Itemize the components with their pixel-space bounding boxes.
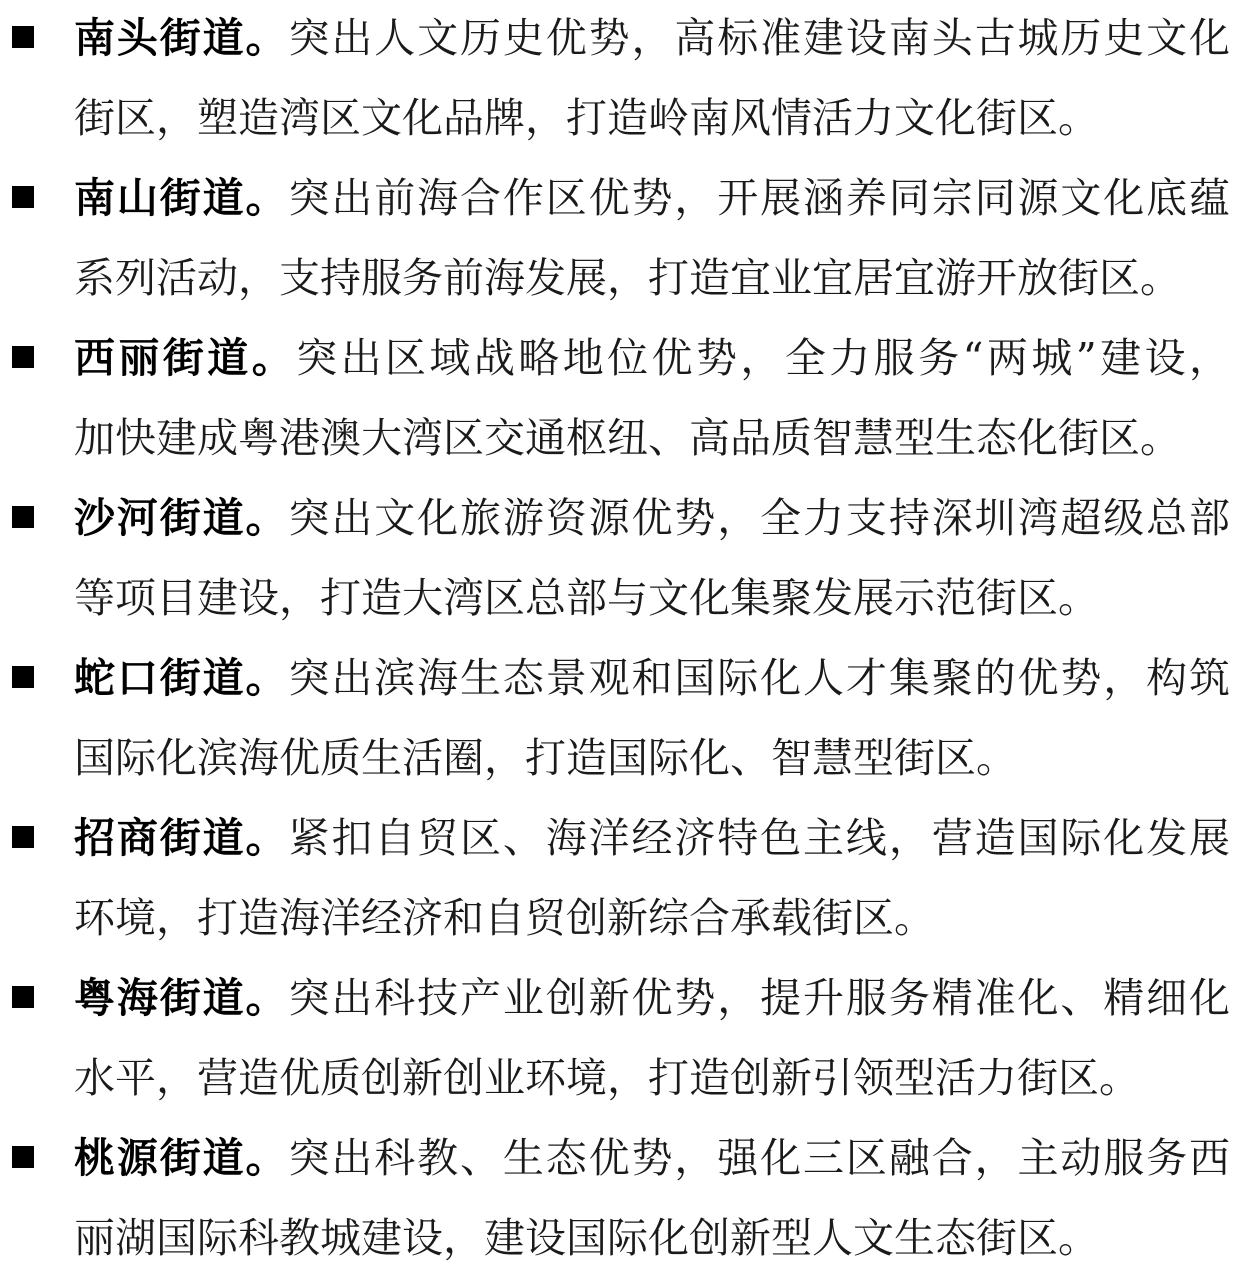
list-item (0, 800, 1242, 960)
list-item-text: 突出文化旅游资源优势，全力支持深圳湾超级总部 (288, 494, 1230, 542)
list-item-text: 紧扣自贸区、海洋经济特色主线，营造国际化发展 (288, 814, 1230, 862)
list-item-text: 突出滨海生态景观和国际化人才集聚的优势，构筑 (288, 654, 1230, 702)
street-name: 西丽街道。 (74, 334, 297, 382)
square-bullet-icon (12, 1146, 34, 1168)
street-name: 沙河街道。 (74, 494, 289, 542)
street-name: 招商街道。 (74, 814, 289, 862)
street-name: 南山街道。 (74, 174, 289, 222)
list-item-first-line (74, 0, 1230, 78)
list-item (0, 1120, 1242, 1280)
street-name: 蛇口街道。 (74, 654, 289, 702)
list-item-text: 突出人文历史优势，高标准建设南头古城历史文化 (288, 14, 1230, 62)
list-item (0, 160, 1242, 320)
list-item-text: 突出区域战略地位优势，全力服务“两城”建设， (296, 334, 1230, 382)
list-item (0, 960, 1242, 1120)
square-bullet-icon (12, 986, 34, 1008)
list-item (0, 0, 1242, 160)
list-item-second-line: 国际化滨海优质生活圈，打造国际化、智慧型街区。 (74, 734, 1017, 782)
list-item-second-line: 丽湖国际科教城建设，建设国际化创新型人文生态街区。 (74, 1214, 1099, 1262)
list-item-second-line: 环境，打造海洋经济和自贸创新综合承载街区。 (74, 894, 935, 942)
list-item-second-line: 等项目建设，打造大湾区总部与文化集聚发展示范街区。 (74, 574, 1099, 622)
street-name: 粤海街道。 (74, 974, 289, 1022)
list-item-first-line (74, 318, 1230, 398)
street-name: 桃源街道。 (74, 1134, 289, 1182)
list-item (0, 320, 1242, 480)
list-item (0, 640, 1242, 800)
list-item-second-line: 水平，营造优质创新创业环境，打造创新引领型活力街区。 (74, 1054, 1140, 1102)
list-item-first-line (74, 798, 1230, 878)
list-item-text: 突出前海合作区优势，开展涵养同宗同源文化底蕴 (288, 174, 1230, 222)
street-name: 南头街道。 (74, 14, 289, 62)
square-bullet-icon (12, 506, 34, 528)
list-item-text: 突出科教、生态优势，强化三区融合，主动服务西 (288, 1134, 1230, 1182)
list-item-first-line (74, 638, 1230, 718)
square-bullet-icon (12, 666, 34, 688)
list-item-second-line: 街区，塑造湾区文化品牌，打造岭南风情活力文化街区。 (74, 94, 1099, 142)
list-item (0, 480, 1242, 640)
list-item-second-line: 系列活动，支持服务前海发展，打造宜业宜居宜游开放街区。 (74, 254, 1181, 302)
list-item-first-line (74, 1118, 1230, 1198)
list-item-text: 突出科技产业创新优势，提升服务精准化、精细化 (288, 974, 1230, 1022)
square-bullet-icon (12, 826, 34, 848)
list-item-first-line (74, 478, 1230, 558)
list-item-first-line (74, 158, 1230, 238)
square-bullet-icon (12, 346, 34, 368)
list-item-first-line (74, 958, 1230, 1038)
square-bullet-icon (12, 186, 34, 208)
square-bullet-icon (12, 26, 34, 48)
list-item-second-line: 加快建成粤港澳大湾区交通枢纽、高品质智慧型生态化街区。 (74, 414, 1181, 462)
